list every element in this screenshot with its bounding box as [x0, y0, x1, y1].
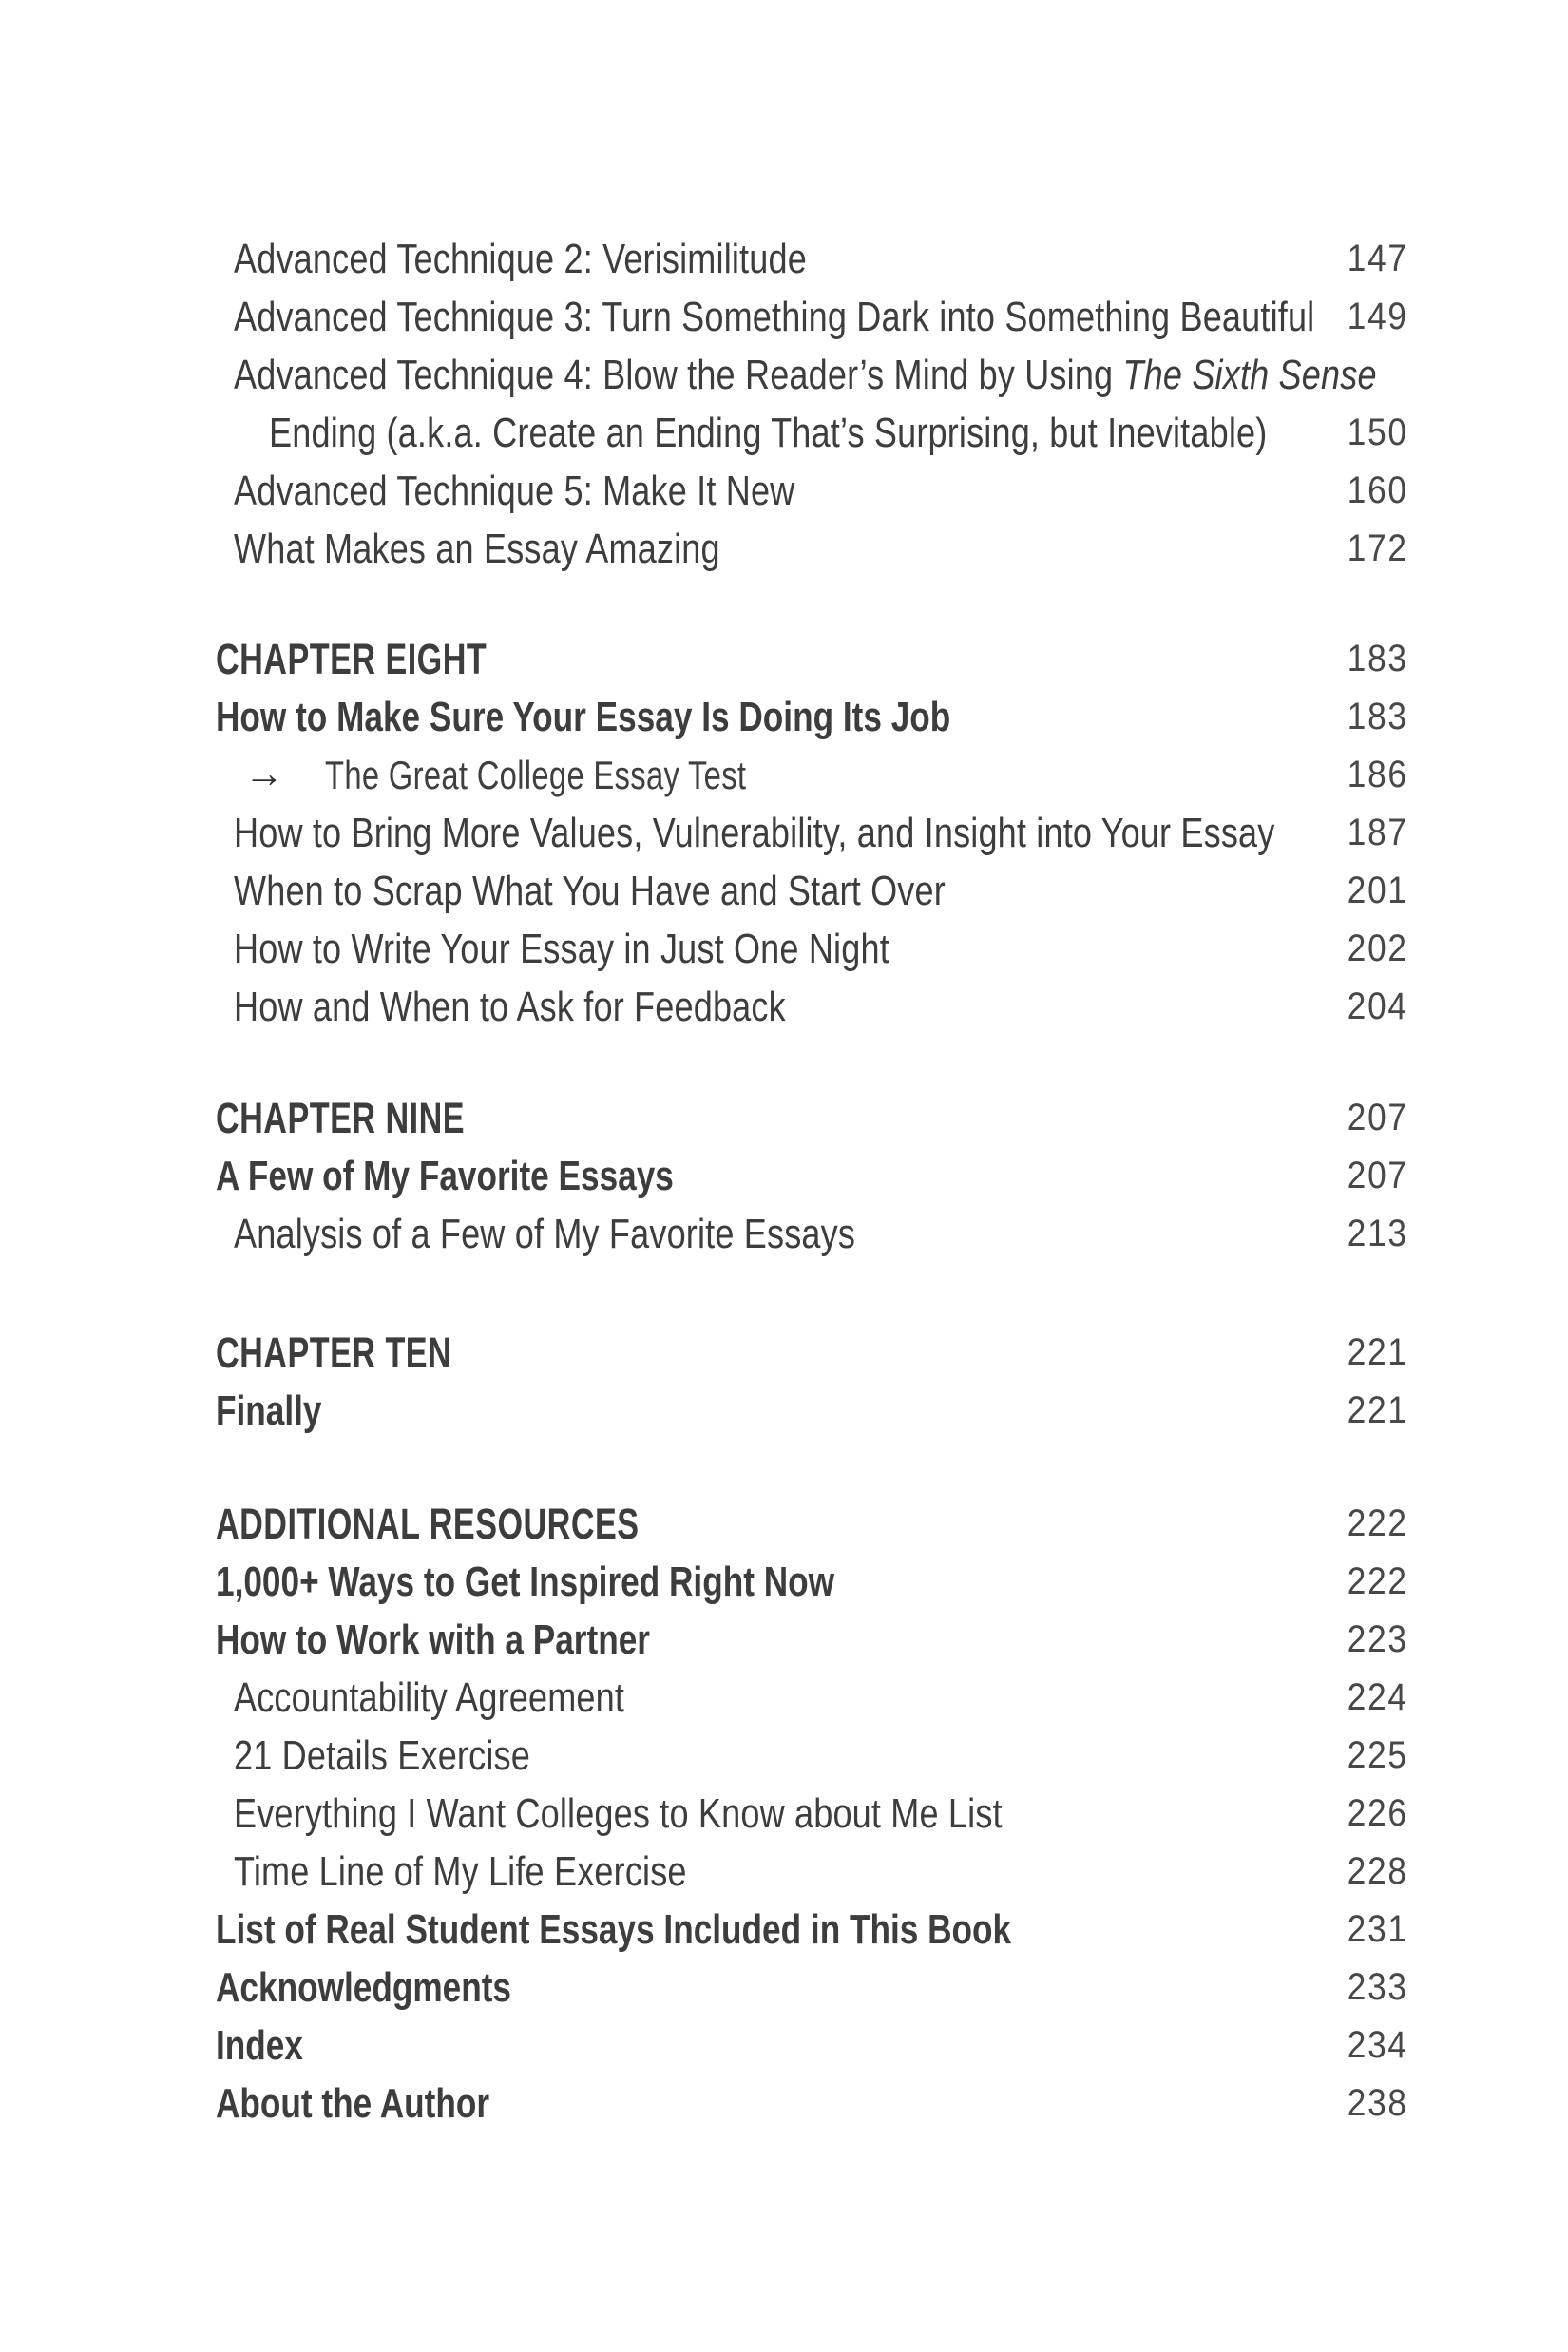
toc-entry-row: [216, 862, 1408, 920]
toc-entry-page-number: 183: [1347, 696, 1408, 737]
toc-entry-page-number: 207: [1347, 1155, 1408, 1196]
toc-entry-row: [216, 1669, 1408, 1727]
toc-entry-row: [216, 2017, 1408, 2075]
toc-entry-label: A Few of My Favorite Essays: [216, 1153, 674, 1199]
arrow-icon: →: [244, 751, 284, 795]
toc-entry-page-number: 207: [1347, 1097, 1408, 1138]
toc-entry-row: [216, 1553, 1408, 1611]
toc-entry-label: About the Author: [216, 2080, 490, 2127]
toc-entry-page-number: 150: [1347, 411, 1408, 453]
toc-section: [216, 1089, 1408, 1263]
toc-entry-page-number: 187: [1347, 812, 1408, 853]
toc-entry-label: How to Bring More Values, Vulnerability, and Insight into Your Essay: [234, 810, 1275, 856]
toc-entry-row: [216, 1611, 1408, 1669]
toc-entry-page-number: 224: [1347, 1676, 1408, 1718]
toc: [216, 230, 1408, 2132]
toc-entry-page-number: 238: [1347, 2082, 1408, 2124]
toc-entry-row: [216, 2075, 1408, 2132]
toc-entry-label: Ending (a.k.a. Create an Ending That’s Surprising, but Inevitable): [269, 410, 1268, 456]
toc-entry-row: [216, 1843, 1408, 1901]
toc-entry-page-number: 213: [1347, 1213, 1408, 1254]
toc-entry-label: The Great College Essay Test: [325, 753, 747, 797]
toc-entry-label: Everything I Want Colleges to Know about Me List: [234, 1790, 1003, 1837]
toc-entry-page-number: 226: [1347, 1792, 1408, 1834]
toc-entry-row: [216, 688, 1408, 746]
toc-entry-row: [216, 462, 1408, 520]
toc-entry-row: [216, 346, 1408, 404]
toc-entry-label-italic-part: The Sixth Sense: [1122, 352, 1377, 398]
toc-entry-row: [216, 804, 1408, 862]
toc-entry-page-number: 223: [1347, 1618, 1408, 1660]
toc-chapter-row: [216, 630, 1408, 688]
toc-entry-row: [216, 1382, 1408, 1440]
toc-entry-label: When to Scrap What You Have and Start Over: [234, 868, 946, 914]
toc-entry-page-number: 201: [1347, 870, 1408, 911]
toc-entry-page-number: 183: [1347, 638, 1408, 679]
toc-entry-page-number: 221: [1347, 1331, 1408, 1373]
toc-chapter-row: [216, 1089, 1408, 1147]
toc-section: [216, 1324, 1408, 1440]
toc-entry-page-number: 222: [1347, 1560, 1408, 1602]
toc-entry-page-number: 204: [1347, 985, 1408, 1027]
toc-entry-label: List of Real Student Essays Included in This Book: [216, 1906, 1012, 1953]
toc-entry-row: [216, 1147, 1408, 1205]
toc-entry-row: [216, 230, 1408, 288]
toc-entry-page-number: 225: [1347, 1734, 1408, 1776]
toc-section: [216, 230, 1408, 578]
toc-entry-label: Advanced Technique 5: Make It New: [234, 468, 795, 514]
toc-chapter-heading: CHAPTER EIGHT: [216, 635, 488, 683]
toc-entry-label: Advanced Technique 2: Verisimilitude: [234, 236, 807, 282]
toc-entry-label-part: Advanced Technique 4: Blow the Reader’s Mind by Using: [234, 352, 1123, 398]
toc-entry-label: 1,000+ Ways to Get Inspired Right Now: [216, 1558, 835, 1605]
toc-entry-row: [216, 288, 1408, 346]
toc-section: [216, 1495, 1408, 2132]
toc-entry-label: Acknowledgments: [216, 1964, 511, 2011]
toc-entry-page-number: 222: [1347, 1502, 1408, 1544]
toc-entry-label: 21 Details Exercise: [234, 1732, 530, 1779]
toc-entry-page-number: 221: [1347, 1389, 1408, 1431]
toc-entry-row: [216, 1727, 1408, 1785]
toc-entry-page-number: 233: [1347, 1966, 1408, 2008]
toc-entry-label: Index: [216, 2022, 303, 2069]
toc-entry-row: [216, 520, 1408, 578]
toc-entry-page-number: 231: [1347, 1908, 1408, 1950]
toc-entry-label: Accountability Agreement: [234, 1674, 625, 1721]
toc-entry-row: [216, 920, 1408, 978]
toc-entry-page-number: 234: [1347, 2024, 1408, 2066]
toc-entry-label: What Makes an Essay Amazing: [234, 526, 720, 572]
toc-entry-label: Finally: [216, 1387, 322, 1434]
toc-entry-page-number: 149: [1347, 296, 1408, 337]
toc-chapter-heading: CHAPTER TEN: [216, 1329, 452, 1377]
toc-entry-page-number: 160: [1347, 469, 1408, 511]
toc-chapter-row: [216, 1324, 1408, 1382]
toc-entry-row: [216, 1959, 1408, 2017]
toc-entry-row: [216, 746, 1408, 804]
toc-entry-label: Analysis of a Few of My Favorite Essays: [234, 1211, 856, 1257]
toc-entry-label: [234, 346, 1377, 404]
toc-section: [216, 630, 1408, 1036]
toc-entry-page-number: 186: [1347, 754, 1408, 795]
toc-entry-label: How to Write Your Essay in Just One Night: [234, 926, 889, 972]
toc-entry-label: How and When to Ask for Feedback: [234, 984, 786, 1030]
toc-entry-page-number: 147: [1347, 238, 1408, 279]
toc-entry-label: How to Make Sure Your Essay Is Doing Its Job: [216, 694, 951, 740]
toc-entry-row: [216, 978, 1408, 1036]
toc-chapter-heading: ADDITIONAL RESOURCES: [216, 1500, 640, 1548]
toc-entry-row: [216, 1785, 1408, 1843]
toc-chapter-heading: CHAPTER NINE: [216, 1094, 465, 1142]
toc-chapter-row: [216, 1495, 1408, 1553]
toc-entry-label: Advanced Technique 3: Turn Something Dark into Something Beautiful: [234, 294, 1315, 340]
toc-entry-label: How to Work with a Partner: [216, 1616, 650, 1663]
toc-entry-label: Time Line of My Life Exercise: [234, 1848, 687, 1895]
toc-entry-row: [216, 1205, 1408, 1263]
toc-entry-row: [216, 404, 1408, 462]
toc-entry-page-number: 172: [1347, 527, 1408, 569]
toc-entry-page-number: 228: [1347, 1850, 1408, 1892]
toc-entry-page-number: 202: [1347, 927, 1408, 969]
toc-entry-row: [216, 1901, 1408, 1959]
